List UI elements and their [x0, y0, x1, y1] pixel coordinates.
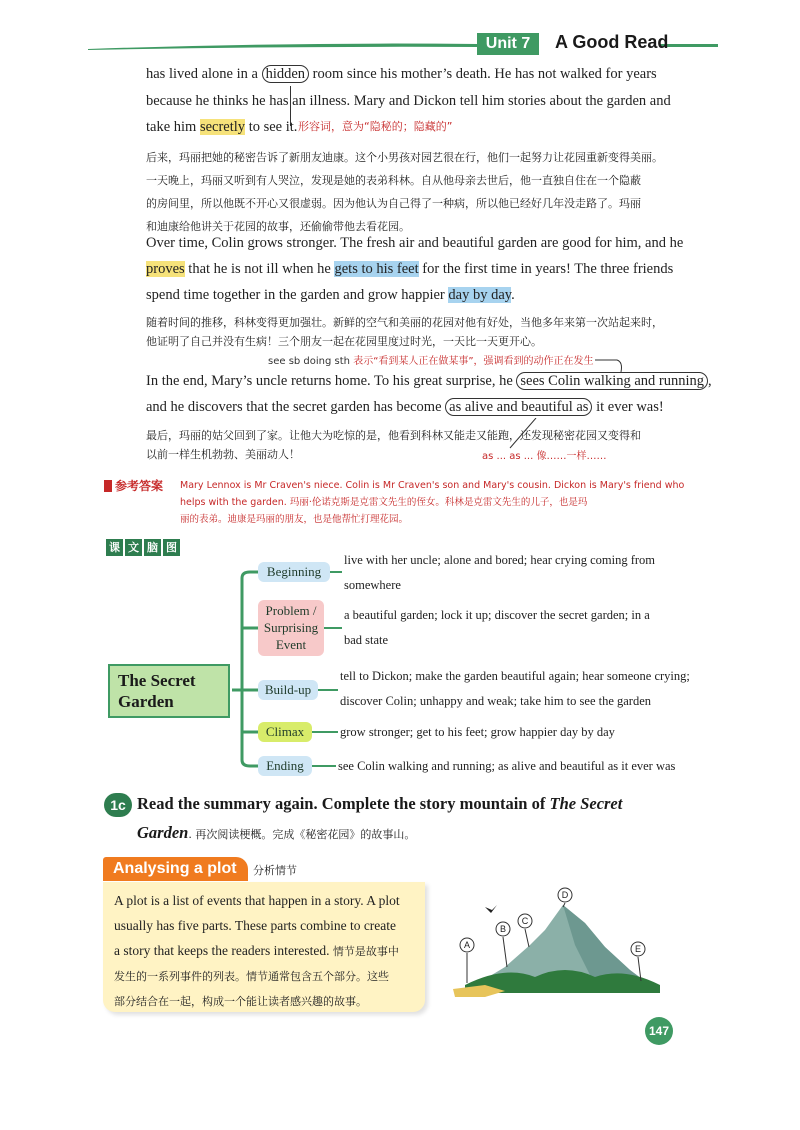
mountain-label-a: A — [463, 940, 471, 950]
branch-climax: Climax — [258, 722, 312, 742]
unit-title: A Good Read — [555, 32, 669, 52]
leaf-ending: see Colin walking and running; as alive and beautiful as it ever was — [338, 759, 676, 773]
passage-p3-line2: and he discovers that the secret garden has become as alive and beautiful as it ever was! — [146, 399, 664, 415]
mountain-label-c: C — [521, 916, 529, 926]
branch-ending: Ending — [258, 756, 312, 776]
leaf-beginning: live with her uncle; alone and bored; hear crying coming from somewhere — [344, 553, 656, 592]
answer-text: Mary Lennox is Mr Craven's niece. Colin is Mr Craven's son and Mary's cousin. Dickon is Mary's friend who helps with the garden. 玛丽·伦诺克斯是克雷文先生的侄女。科林是克雷文先生的儿子，也是玛 丽的表弟。迪康是玛丽的朋友，也是他帮忙打理花园。 — [180, 480, 685, 525]
mountain-label-e: E — [634, 944, 642, 954]
passage-p1-line2: because he thinks he has an illness. Mary and Dickon tell him stories about the garden and — [146, 93, 671, 109]
zh-translation-3a: 最后，玛丽的姑父回到了家。让他大为吃惊的是，他看到科林又能走又能跑，还发现秘密花园又变得和 — [146, 429, 641, 442]
leaf-climax: grow stronger; get to his feet; grow happier day by day — [340, 725, 615, 739]
passage-p2-line2: proves that he is not ill when he gets to his feet for the first time in years! The three friends — [146, 261, 674, 277]
passage-p2-line1: Over time, Colin grows stronger. The fresh air and beautiful garden are good for him, and he — [146, 235, 684, 251]
zh-translation-1: 后来，玛丽把她的秘密告诉了新朋友迪康。这个小男孩对园艺很在行，他们一起努力让花园重新变得美丽。 一天晚上，玛丽又听到有人哭泣，发现是她的表弟科林。自从他母亲去世后，他一直独自住在一个隐蔽 的房间里，所以他既不开心又很虚弱。因为他认为自己得了一种病，所以他已经好几年没走路了。玛丽 和迪康给他讲关于花园的故事，还偷偷带他去看花园。 — [146, 151, 663, 233]
branch-build-up: Build-up — [258, 680, 318, 700]
answer-label: 参考答案 — [104, 477, 163, 495]
mountain-label-d: D — [561, 890, 569, 900]
task-instruction-line1: Read the summary again. Complete the story mountain of The Secret — [137, 794, 623, 813]
passage-p2-line3: spend time together in the garden and grow happier day by day. — [146, 287, 515, 303]
mindmap-center: The Secret Garden — [108, 664, 230, 718]
phrase-day-by-day: day by day — [448, 287, 512, 303]
story-mountain — [445, 885, 665, 1005]
passage-p1-line1: has lived alone in a hidden room since his mother’s death. He has not walked for years — [146, 66, 657, 82]
bird-icon — [485, 905, 497, 913]
analysing-heading: Analysing a plot — [103, 857, 248, 881]
phrase-gets-to-his-feet: gets to his feet — [334, 261, 419, 277]
page-number: 147 — [645, 1017, 673, 1045]
word-hidden: hidden — [262, 65, 309, 83]
leaf-build-up: tell to Dickon; make the garden beautiful again; hear someone crying; discover Colin; unhappy and weak; take him to see the garden — [340, 669, 690, 708]
task-instruction-line2: Garden. 再次阅读梗概。完成《秘密花园》的故事山。 — [137, 823, 416, 842]
mindmap-label: 课 文 脑 图 — [106, 538, 180, 556]
word-proves: proves — [146, 261, 185, 277]
note-hidden: 形容词，意为“隐秘的；隐藏的” — [298, 120, 453, 133]
zh-translation-2: 随着时间的推移，科林变得更加强壮。新鲜的空气和美丽的花园对他有好处，当他多年来第一次站起来时， 他证明了自己并没有生病！三个朋友一起在花园里度过时光，一天比一天更开心。 — [146, 316, 663, 348]
zh-translation-3b: 以前一样生机勃勃、美丽动人！ — [146, 448, 300, 461]
branch-problem: Problem / Surprising Event — [258, 600, 324, 656]
note-as-as: as ... as ... 像……一样…… — [482, 451, 607, 462]
unit-badge: Unit 7 — [477, 33, 539, 55]
mountain-label-b: B — [499, 924, 507, 934]
leaf-problem: a beautiful garden; lock it up; discover the secret garden; in a bad state — [344, 608, 650, 647]
passage-p1-line3: take him secretly to see it. — [146, 119, 298, 135]
passage-p3-line1: In the end, Mary’s uncle returns home. To his great surprise, he sees Colin walking and running , — [146, 373, 712, 389]
task-number-badge: 1c — [104, 793, 132, 817]
analysing-heading-zh: 分析情节 — [253, 864, 297, 877]
analysing-text: A plot is a list of events that happen in a story. A plot usually has five parts. These parts combine to create a story that keeps the readers interested. 情节是故事中 发生的一系列事件的列表。情节通常包含五个部分。这些 部分结合在一起，构成一个能让读者感兴趣的故事。 — [114, 893, 400, 1008]
word-secretly: secretly — [199, 119, 246, 135]
note-see-sb-doing: see sb doing sth 表示“看到某人正在做某事”，强调看到的动作正在发生 — [268, 356, 594, 367]
branch-beginning: Beginning — [258, 562, 330, 582]
phrase-sees-colin: sees Colin walking and running — [516, 372, 708, 390]
phrase-as-alive-as: as alive and beautiful as — [445, 398, 592, 416]
